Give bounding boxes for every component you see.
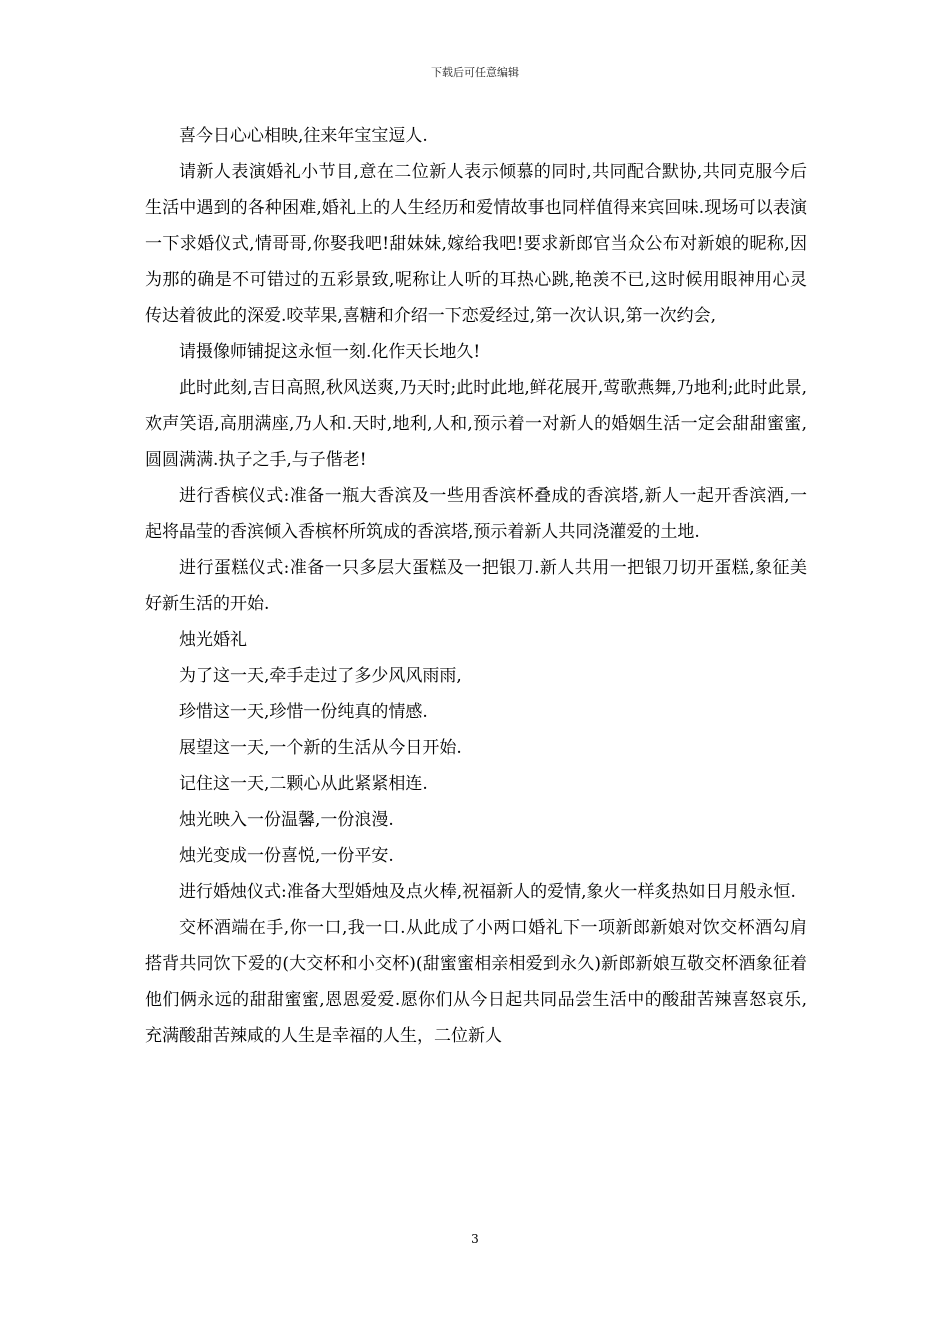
paragraph: 进行婚烛仪式:准备大型婚烛及点火棒,祝福新人的爱情,象火一样炙热如日月般永恒. (179, 882, 796, 902)
page-number: 3 (471, 1232, 479, 1246)
poem-line: 记住这一天,二颗心从此紧紧相连. (179, 774, 428, 794)
poem-line: 为了这一天,牵手走过了多少风风雨雨, (179, 666, 462, 686)
page-header-note: 下载后可任意编辑 (431, 66, 519, 79)
paragraph: 交杯酒端在手,你一口,我一口.从此成了小两口婚礼下一项新郎新娘对饮交杯酒勾肩搭背共同饮下爱的(大交杯和小交杯)(甜蜜蜜相亲相爱到永久)新郎新娘互敬交杯酒象征着他们俩永远的甜甜蜜蜜,恩恩爱爱.愿你们从今日起共同品尝生活中的酸甜苦辣喜怒哀乐,充满酸甜苦辣咸的人生是幸福的人生，二位新人 (145, 918, 807, 1046)
poem-line: 烛光变成一份喜悦,一份平安. (179, 846, 394, 866)
paragraph: 请摄像师铺捉这永恒一刻.化作天长地久! (179, 342, 481, 362)
paragraph: 进行香槟仪式:准备一瓶大香滨及一些用香滨杯叠成的香滨塔,新人一起开香滨酒,一起将晶莹的香滨倾入香槟杯所筑成的香滨塔,预示着新人共同浇灌爱的土地. (145, 486, 807, 542)
poem-line: 烛光映入一份温馨,一份浪漫. (179, 810, 394, 830)
poem-line: 珍惜这一天,珍惜一份纯真的情感. (179, 702, 428, 722)
poem-line: 展望这一天,一个新的生活从今日开始. (179, 738, 462, 758)
section-heading: 烛光婚礼 (179, 630, 247, 650)
paragraph: 进行蛋糕仪式:准备一只多层大蛋糕及一把银刀.新人共用一把银刀切开蛋糕,象征美好新生活的开始. (145, 558, 807, 614)
paragraph: 请新人表演婚礼小节目,意在二位新人表示倾慕的同时,共同配合默协,共同克服今后生活中遇到的各种困难,婚礼上的人生经历和爱情故事也同样值得来宾回味.现场可以表演一下求婚仪式,情哥哥,你娶我吧!甜妹妹,嫁给我吧!要求新郎官当众公布对新娘的昵称,因为那的确是不可错过的五彩景致,呢称让人听的耳热心跳,艳羡不已,这时候用眼神用心灵传达着彼此的深爱.咬苹果,喜糖和介绍一下恋爱经过,第一次认识,第一次约会, (145, 162, 807, 326)
paragraph: 喜今日心心相映,往来年宝宝逗人. (179, 126, 428, 146)
paragraph: 此时此刻,吉日高照,秋风送爽,乃天时;此时此地,鲜花展开,莺歌燕舞,乃地利;此时此景,欢声笑语,高朋满座,乃人和.天时,地利,人和,预示着一对新人的婚姻生活一定会甜甜蜜蜜,圆圆满满.执子之手,与子偕老! (145, 378, 807, 470)
document-body (145, 118, 807, 1054)
